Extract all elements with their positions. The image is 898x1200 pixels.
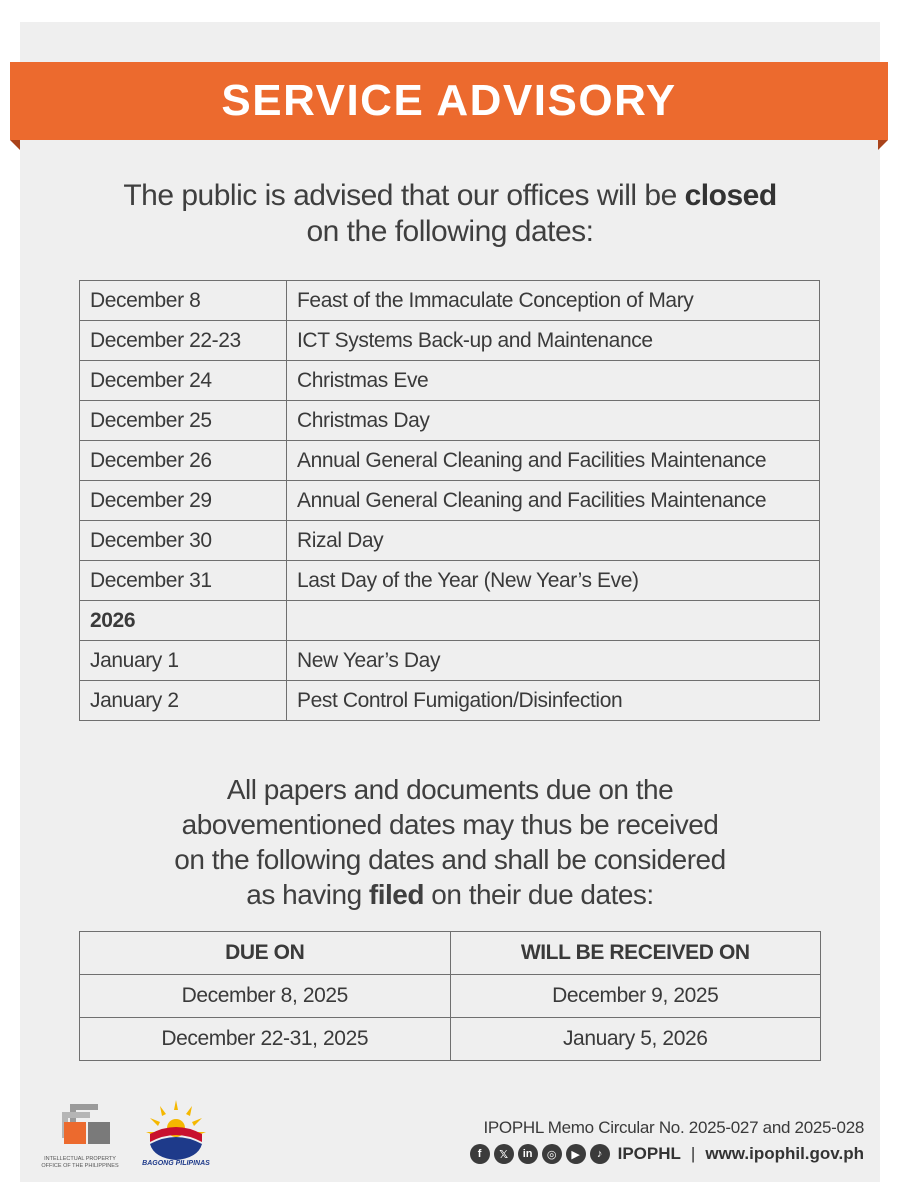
social-footer: [470, 1144, 864, 1164]
banner-title: SERVICE ADVISORY: [221, 76, 677, 125]
table-row: [80, 641, 820, 681]
header-due-on: DUE ON: [80, 932, 451, 975]
banner-fold-left: [10, 140, 20, 150]
filing-line4-bold: filed: [368, 879, 424, 910]
closure-reason-cell: Pest Control Fumigation/Disinfection: [287, 681, 820, 721]
filing-line4-prefix: as having: [246, 879, 369, 910]
ipophl-logo-text: [30, 1156, 130, 1170]
year-heading-cell: 2026: [80, 601, 287, 641]
table-row: [80, 321, 820, 361]
closure-dates-table: [79, 280, 820, 721]
filing-line3: on the following dates and shall be considered: [174, 844, 726, 875]
table-row: [80, 1018, 821, 1061]
bagong-pilipinas-text: BAGONG PILIPINAS: [142, 1160, 210, 1167]
closure-date-cell: December 22-23: [80, 321, 287, 361]
banner-fold-right: [878, 140, 888, 150]
closure-reason-cell: Last Day of the Year (New Year’s Eve): [287, 561, 820, 601]
bagong-pilipinas-logo: [142, 1098, 210, 1168]
intro-line2: on the following dates:: [306, 215, 594, 248]
closure-reason-cell: Feast of the Immaculate Conception of Mary: [287, 281, 820, 321]
closure-date-cell: December 29: [80, 481, 287, 521]
closure-reason-cell: Annual General Cleaning and Facilities Maintenance: [287, 481, 820, 521]
table-row: [80, 481, 820, 521]
closure-reason-cell: New Year’s Day: [287, 641, 820, 681]
footer-separator: |: [690, 1144, 696, 1163]
table-row: [80, 281, 820, 321]
header-received-on: WILL BE RECEIVED ON: [450, 932, 821, 975]
tiktok-icon[interactable]: ♪: [590, 1144, 610, 1164]
ipophl-text-line1: INTELLECTUAL PROPERTY: [44, 1156, 116, 1162]
closure-reason-cell: Christmas Eve: [287, 361, 820, 401]
closure-date-cell: December 24: [80, 361, 287, 401]
facebook-icon[interactable]: f: [470, 1144, 490, 1164]
table-row: [80, 975, 821, 1018]
website-link[interactable]: www.ipophil.gov.ph: [705, 1144, 864, 1163]
table-row: [80, 601, 820, 641]
instagram-icon[interactable]: ◎: [542, 1144, 562, 1164]
closure-date-cell: December 8: [80, 281, 287, 321]
due-date-cell: December 8, 2025: [80, 975, 451, 1018]
memo-circular: IPOPHL Memo Circular No. 2025-027 and 2025-028: [483, 1118, 864, 1137]
closure-date-cell: December 30: [80, 521, 287, 561]
receiving-schedule-table: [79, 931, 821, 1061]
table-row: [80, 361, 820, 401]
table-row: [80, 401, 820, 441]
received-date-cell: December 9, 2025: [450, 975, 821, 1018]
table-row: [80, 521, 820, 561]
banner: [10, 62, 888, 140]
filing-line2: abovementioned dates may thus be received: [181, 809, 719, 840]
closure-date-cell: December 31: [80, 561, 287, 601]
table-row: [80, 441, 820, 481]
intro-line1-bold: closed: [684, 179, 777, 212]
schedule-header-row: [80, 932, 821, 975]
closure-reason-cell: Annual General Cleaning and Facilities Maintenance: [287, 441, 820, 481]
closure-reason-cell: [287, 601, 820, 641]
received-date-cell: January 5, 2026: [450, 1018, 821, 1061]
closure-date-cell: December 25: [80, 401, 287, 441]
linkedin-icon[interactable]: in: [518, 1144, 538, 1164]
youtube-icon[interactable]: ▶: [566, 1144, 586, 1164]
closure-date-cell: January 1: [80, 641, 287, 681]
closure-date-cell: December 26: [80, 441, 287, 481]
filing-line1: All papers and documents due on the: [226, 774, 674, 805]
intro-line1-prefix: The public is advised that our offices will be: [123, 179, 685, 212]
closure-reason-cell: Rizal Day: [287, 521, 820, 561]
filing-note: [40, 772, 860, 912]
closure-reason-cell: ICT Systems Back-up and Maintenance: [287, 321, 820, 361]
intro-text: [40, 178, 860, 250]
closure-date-cell: January 2: [80, 681, 287, 721]
due-date-cell: December 22-31, 2025: [80, 1018, 451, 1061]
social-handle: IPOPHL: [617, 1144, 681, 1163]
ipophl-text-line2: OFFICE OF THE PHILIPPINES: [41, 1163, 119, 1169]
table-row: [80, 681, 820, 721]
table-row: [80, 561, 820, 601]
x-twitter-icon[interactable]: 𝕏: [494, 1144, 514, 1164]
filing-line4-suffix: on their due dates:: [423, 879, 654, 910]
closure-reason-cell: Christmas Day: [287, 401, 820, 441]
